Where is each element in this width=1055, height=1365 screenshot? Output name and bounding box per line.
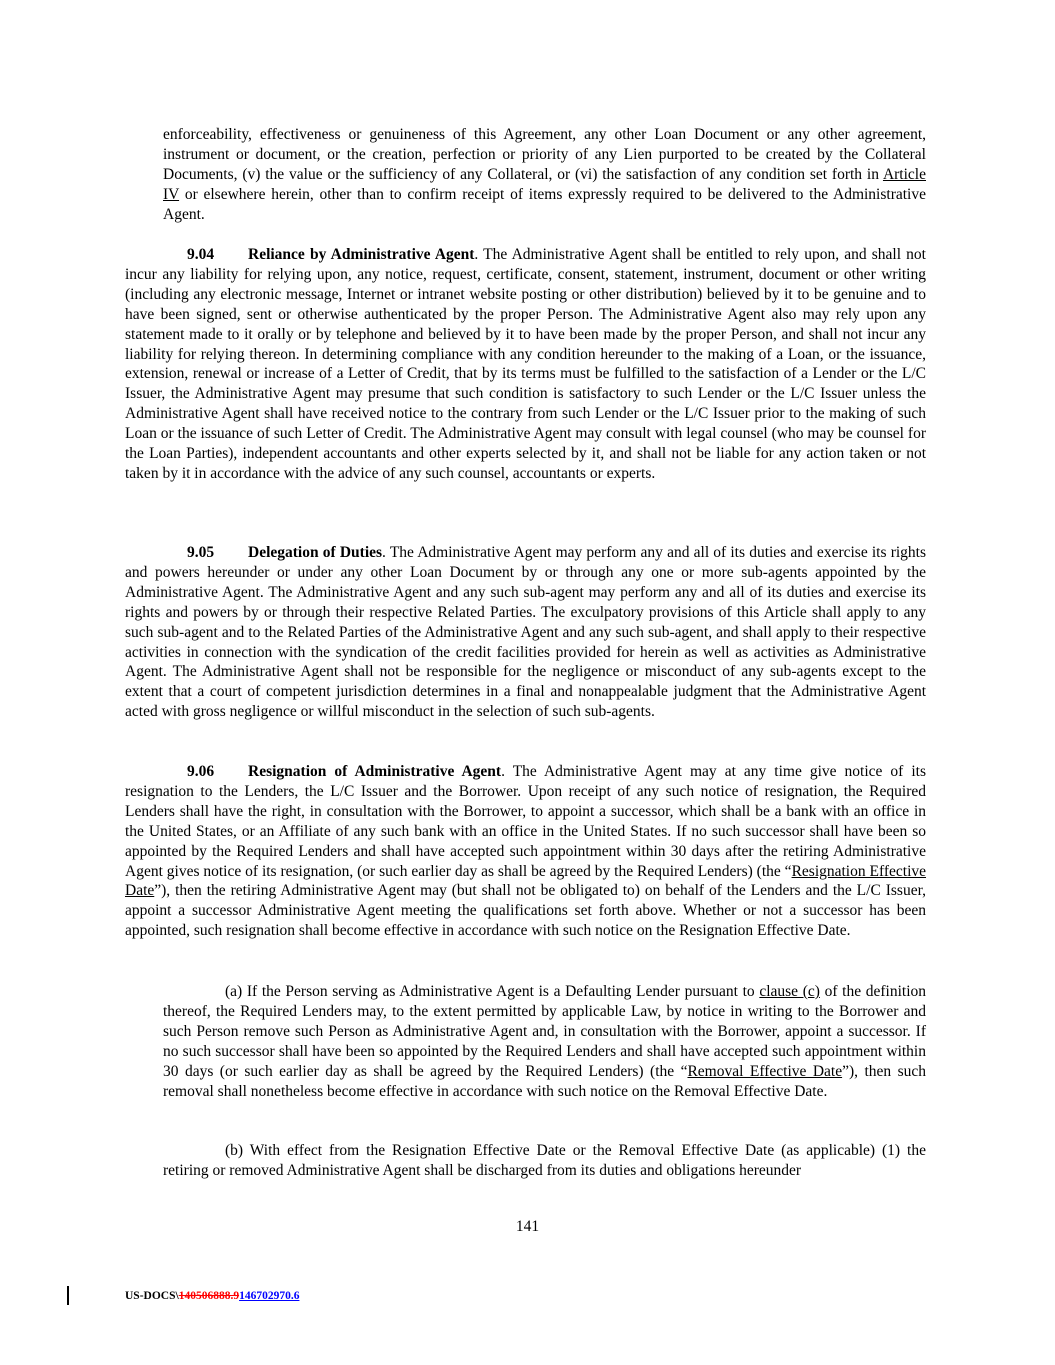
resignation-effective-date-term: Resignation Effective Date <box>125 862 927 900</box>
section-body-before: . The Administrative Agent may at any time give notice of its resignation to the Lenders, the L/C Issuer and the Borrower. Upon receipt of any such notice of resignation, the Required Lenders shall have the right, in consultation with the Borrower, to appoint a successor, which shall be a bank with an office in the United States, or an Affiliate of any such bank with an office in the United States. If no such successor shall have been so appointed by the Required Lenders and shall have accepted such appointment within 30 days after the retiring Administrative Agent gives notice of its resignation, (or such earlier day as shall be agreed by the Required Lenders) (the “ <box>125 763 926 880</box>
subsection-a-text-after: ”), then such removal shall nonetheless become effective in accordance with such notice on the Removal Effective Date. <box>163 1062 926 1100</box>
continuation-text-before: enforceability, effectiveness or genuineness of this Agreement, any other Loan Document or any other agreement, instrument or document, or the creation, perfection or priority of any Lien purported to be created by the Collateral Documents, (v) the value or the sufficiency of any Collateral, or (vi) the satisfaction of any condition set forth in <box>163 126 926 183</box>
section-number: 9.05 <box>187 544 215 561</box>
clause-c-reference: clause (c) <box>759 983 820 1000</box>
section-body-after: ”), then the retiring Administrative Agent may (but shall not be obligated to) on behalf of the Lenders and the L/C Issuer, appoint a successor Administrative Agent meeting the qualifications set forth above. Whether or not a successor has been appointed, such resignation shall become effective in accordance with such notice on the Resignation Effective Date. <box>125 882 926 940</box>
section-9-05-paragraph <box>125 543 926 722</box>
section-9-06-paragraph <box>125 762 926 941</box>
section-title: Resignation of Administrative Agent <box>248 763 502 780</box>
section-body: . The Administrative Agent may perform any and all of its duties and exercise its rights and powers hereunder or under any other Loan Document by or through any one or more sub-agents appointed by the Administrative Agent. The Administrative Agent and any such sub-agent may perform any and all of its duties and exercise its rights and powers by or through their respective Related Parties. The exculpatory provisions of this Article shall apply to any such sub-agent and to the Related Parties of the Administrative Agent and any such sub-agent, and shall apply to their respective activities in connection with the syndication of the credit facilities provided for herein as well as activities as Administrative Agent. The Administrative Agent shall not be responsible for the negligence or misconduct of any sub-agents except to the extent that a court of competent jurisdiction determines in a final and nonappealable judgment that the Administrative Agent acted with gross negligence or willful misconduct in the selection of such sub-agents. <box>125 544 926 721</box>
subsection-a-paragraph <box>163 982 926 1101</box>
document-id-footer <box>125 1290 299 1302</box>
section-number: 9.04 <box>187 246 215 263</box>
subsection-b-paragraph <box>163 1141 926 1181</box>
section-title: Reliance by Administrative Agent <box>248 246 475 263</box>
inserted-doc-id: 146702970.6 <box>239 1290 300 1302</box>
section-body: . The Administrative Agent shall be entitled to rely upon, and shall not incur any liability for relying upon, any notice, request, certificate, consent, statement, instrument, document or other writing (including any electronic message, Internet or intranet website posting or other distribution) believed by it to be genuine and to have been signed, sent or otherwise authenticated by the proper Person. The Administrative Agent also may rely upon any statement made to it orally or by telephone and believed by it to have been made by the proper Person, and shall not incur any liability for relying thereon. In determining compliance with any condition hereunder to the making of a Loan, or the issuance, extension, renewal or increase of a Letter of Credit, that by its terms must be fulfilled to the satisfaction of a Lender or the L/C Issuer, the Administrative Agent may presume that such condition is satisfactory to such Lender or the L/C Issuer unless the Administrative Agent shall have received notice to the contrary from such Lender or the L/C Issuer prior to the making of such Loan or the issuance of such Letter of Credit. The Administrative Agent may consult with legal counsel (who may be counsel for the Loan Parties), independent accountants and other experts selected by it, and shall not be liable for any action taken or not taken by it in accordance with the advice of any such counsel, accountants or experts. <box>125 246 926 482</box>
continuation-paragraph <box>163 125 926 225</box>
doc-prefix: US-DOCS\ <box>125 1290 179 1302</box>
subsection-b-text: (b) With effect from the Resignation Effective Date or the Removal Effective Date (as applicable) (1) the retiring or removed Administrative Agent shall be discharged from its duties and obligations hereunder <box>163 1142 926 1179</box>
section-number: 9.06 <box>187 763 215 780</box>
subsection-a-text-middle: of the definition thereof, the Required Lenders may, to the extent permitted by applicable Law, by notice in writing to the Borrower and such Person remove such Person as Administrative Agent and, in consultation with the Borrower, appoint a successor. If no such successor shall have been so appointed by the Required Lenders and shall have accepted such appointment within 30 days (or such earlier day as shall be agreed by the Required Lenders) (the “ <box>163 983 926 1080</box>
section-9-04-paragraph <box>125 245 926 484</box>
change-bar <box>67 1286 69 1305</box>
section-title: Delegation of Duties <box>248 544 383 561</box>
deleted-doc-id: 140506888.9 <box>178 1290 240 1302</box>
page-number: 141 <box>515 1218 540 1235</box>
continuation-text-after: or elsewhere herein, other than to confirm receipt of items expressly required to be delivered to the Administrative Agent. <box>163 185 926 223</box>
article-iv-reference: Article IV <box>163 165 926 203</box>
subsection-a-text-before: (a) If the Person serving as Administrative Agent is a Defaulting Lender pursuant to <box>225 983 760 1000</box>
removal-effective-date-term: Removal Effective Date <box>687 1062 843 1080</box>
